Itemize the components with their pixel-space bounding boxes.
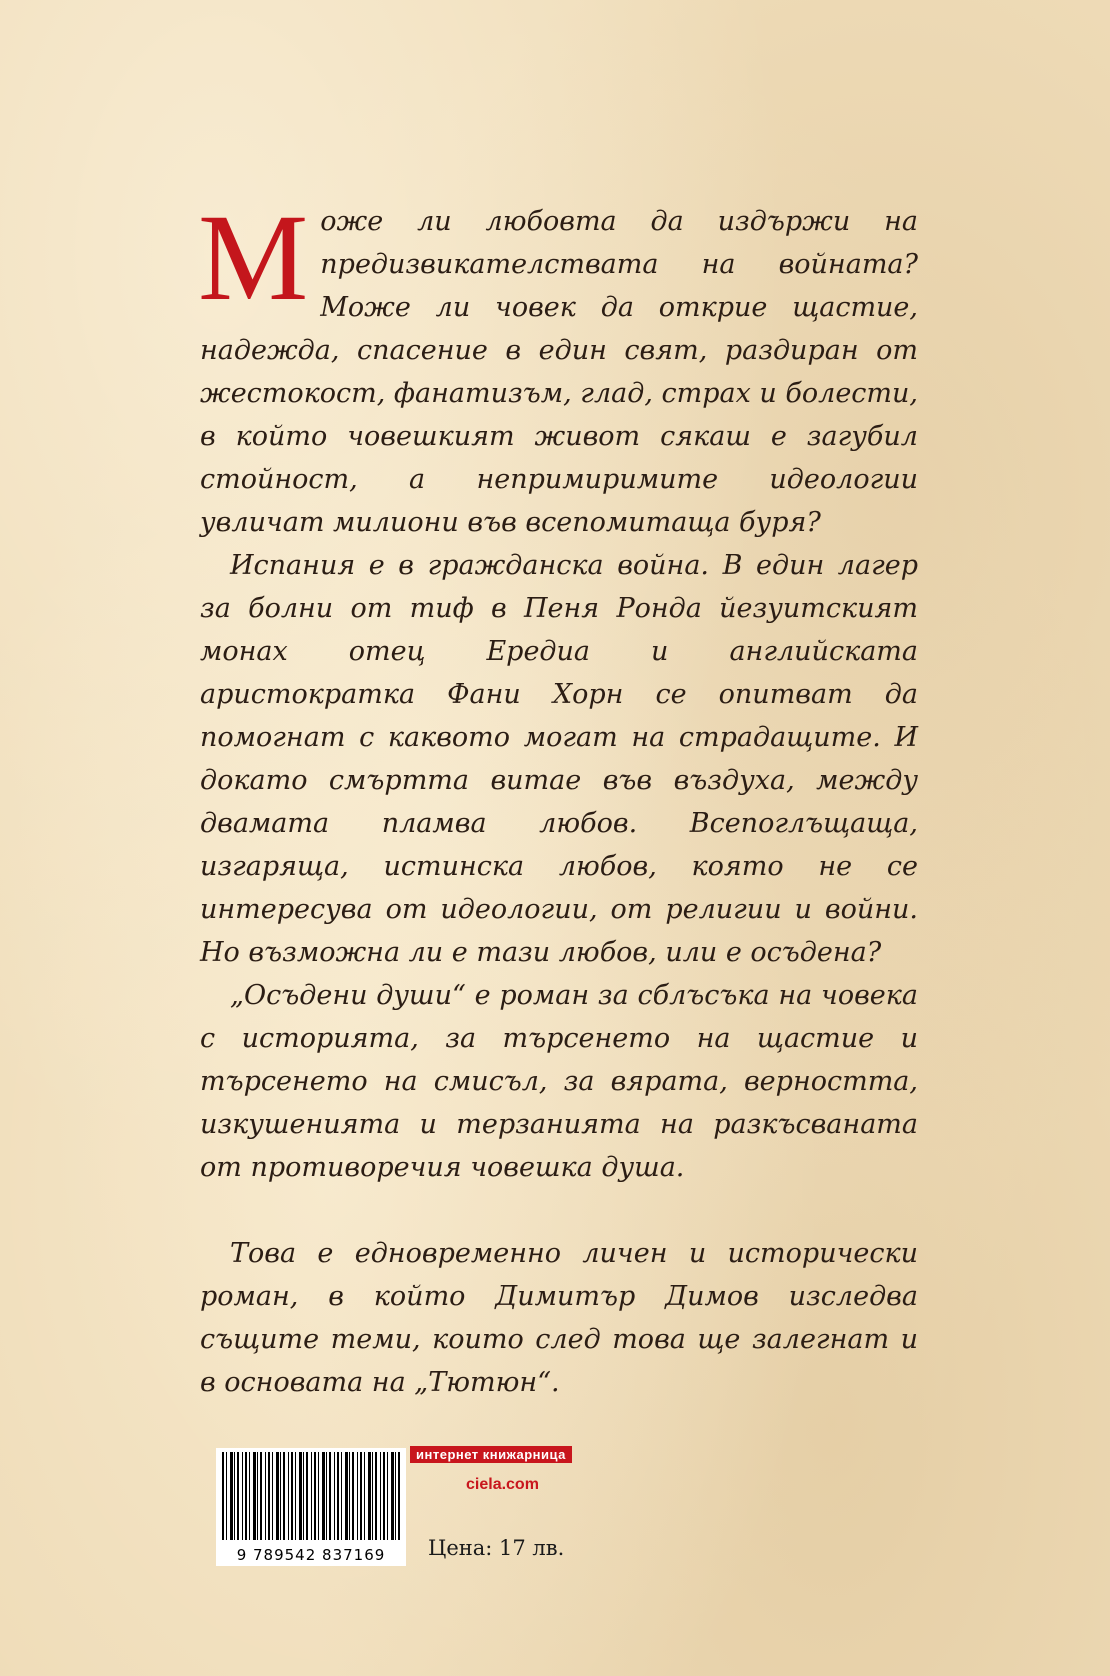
store-badge: интернет книжарница bbox=[410, 1446, 572, 1463]
blurb-paragraph-3: „Осъдени души“ е роман за сблъсъка на човека с историята, за търсенето на щастие и търсенето на смисъл, за вярата, верността, изкушенията и терзанията на разкъсваната от противоречия човешка душа. bbox=[200, 980, 918, 1183]
blurb-paragraph-4: Това е едновременно личен и исторически роман, в който Димитър Димов изследва същите теми, които след това ще залегнат и в основата на „Тютюн“. bbox=[200, 1238, 918, 1398]
price-label: Цена: 17 лв. bbox=[428, 1536, 565, 1560]
barcode-bars bbox=[222, 1452, 400, 1540]
blurb-paragraph-2: Испания е в гражданска война. В един лагер за болни от тиф в Пеня Ронда йезуитският монах отец Ередиа и английската аристократка Фани Хорн се опитват да помогнат с каквото могат на страдащите. И докато смъртта витае във въздуха, между двамата пламва любов. Всепоглъщаща, изгаряща, истинска любов, която не се интересува от идеологии, от религии и войни. Но възможна ли е тази любов, или е осъдена? bbox=[200, 550, 918, 968]
back-cover-blurb bbox=[198, 189, 918, 1404]
blurb-paragraph-1-text: оже ли любовта да издържи на предизвикателствата на войната? Може ли човек да открие щастие, надежда, спасение в един свят, раздиран от жестокост, фанатизъм, глад, страх и болести, в който човешкият живот сякаш е загубил стойност, а непримиримите идеологии увличат милиони във всепомитаща буря? bbox=[200, 206, 918, 538]
isbn-barcode bbox=[216, 1448, 406, 1566]
store-url: ciela.com bbox=[466, 1476, 539, 1493]
drop-cap-letter: М bbox=[198, 189, 309, 326]
isbn-number: 9 789542 837169 bbox=[236, 1546, 386, 1564]
blurb-paragraph-1 bbox=[198, 189, 918, 544]
